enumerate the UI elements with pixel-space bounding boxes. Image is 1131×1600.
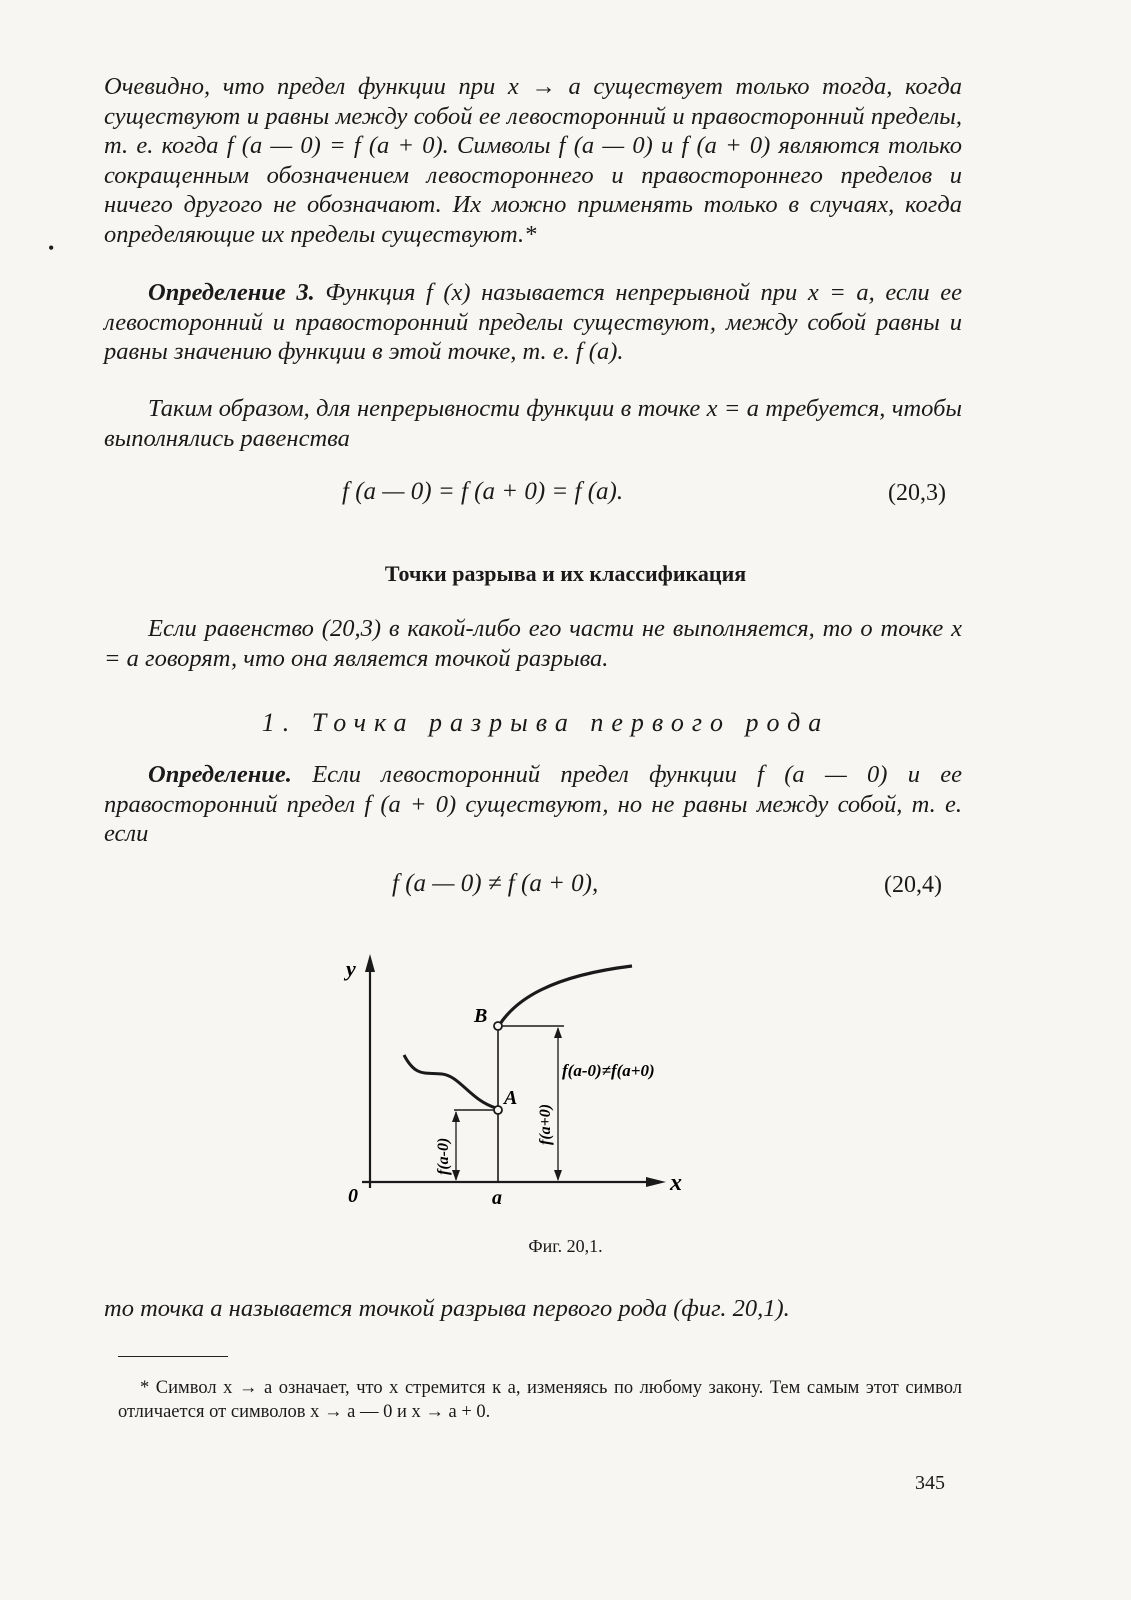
- definition-first-kind: [104, 760, 962, 849]
- section-heading: Точки разрыва и их классификация: [384, 561, 747, 586]
- point-a-label: A: [504, 1087, 518, 1109]
- x-axis-label: x: [670, 1170, 682, 1196]
- definition-3-label: Определение 3.: [148, 279, 315, 306]
- equation-20-3: f (a — 0) = f (a + 0) = f (a).: [342, 478, 624, 505]
- paragraph-discontinuity: Если равенство (20,3) в какой-либо его части не выполняется, то о точке x = a говорят, что она является точкой разрыва.: [104, 615, 962, 672]
- right-branch-curve: [500, 966, 632, 1024]
- inequality-label: f(a-0)≠f(a+0): [562, 1061, 655, 1080]
- left-branch-curve: [404, 1055, 496, 1108]
- origin-label: 0: [348, 1185, 358, 1207]
- subsection-heading: 1. Точка разрыва первого рода: [261, 708, 830, 737]
- x-axis-arrow-icon: [646, 1177, 666, 1187]
- a-axis-label: a: [492, 1187, 502, 1209]
- paragraph-continuity: Таким образом, для непрерывности функции в точке x = a требуется, чтобы выполнялись равенства: [104, 395, 962, 452]
- y-axis-label: y: [346, 956, 356, 981]
- dim-arrow-top-icon: [452, 1111, 460, 1122]
- paragraph-first-kind-conclusion: то точка a называется точкой разрыва первого рода (фиг. 20,1).: [104, 1295, 790, 1322]
- y-axis-arrow-icon: [365, 954, 375, 972]
- definition-3-text: Функция f (x) называется непрерывной при x = a, если ее левосторонний и правосторонний пределы существуют, между собой равны и равны значению функции в этой точке, т. е. f (a).: [104, 279, 962, 365]
- page-number: 345: [915, 1472, 945, 1494]
- left-limit-label: f(a-0): [435, 1137, 452, 1175]
- definition-3: [104, 278, 962, 367]
- point-b-marker: [494, 1022, 502, 1030]
- dim-arrow-bottom-icon: [554, 1170, 562, 1181]
- paragraph-limit-existence: Очевидно, что предел функции при x → a существует только тогда, когда существуют и равны между собой ее левосторонний и правосторонний пределы, т. е. когда f (a — 0) = f (a + 0). Символы f (a — 0) и f (a + 0) являются только сокращенным обозначением левостороннего и правостороннего пределов и ничего другого не обозначают. Их можно применять только в случаях, когда определяющие их пределы существуют.*: [104, 73, 962, 248]
- equation-number-20-3: (20,3): [888, 480, 946, 506]
- definition-label: Определение.: [148, 761, 292, 788]
- point-b-label: B: [474, 1005, 488, 1027]
- right-limit-label: f(a+0): [537, 1103, 554, 1145]
- figure-20-1: [320, 940, 740, 1220]
- figure-caption: Фиг. 20,1.: [528, 1236, 603, 1256]
- definition-text: Если левосторонний предел функции f (a — 0) и ее правосторонний предел f (a + 0) существуют, но не равны между собой, т. е. если: [104, 761, 962, 847]
- footnote-divider: [118, 1356, 228, 1357]
- point-a-marker: [494, 1106, 502, 1114]
- footnote: * Символ x → a означает, что x стремится к a, изменяясь по любому закону. Тем самым этот символ отличается от символов x → a — 0 и x → a + 0.: [118, 1378, 962, 1422]
- dim-arrow-top-icon: [554, 1027, 562, 1038]
- dim-arrow-bottom-icon: [452, 1170, 460, 1181]
- margin-dot: •: [48, 238, 55, 258]
- equation-20-4: f (a — 0) ≠ f (a + 0),: [392, 870, 599, 897]
- equation-number-20-4: (20,4): [884, 872, 942, 898]
